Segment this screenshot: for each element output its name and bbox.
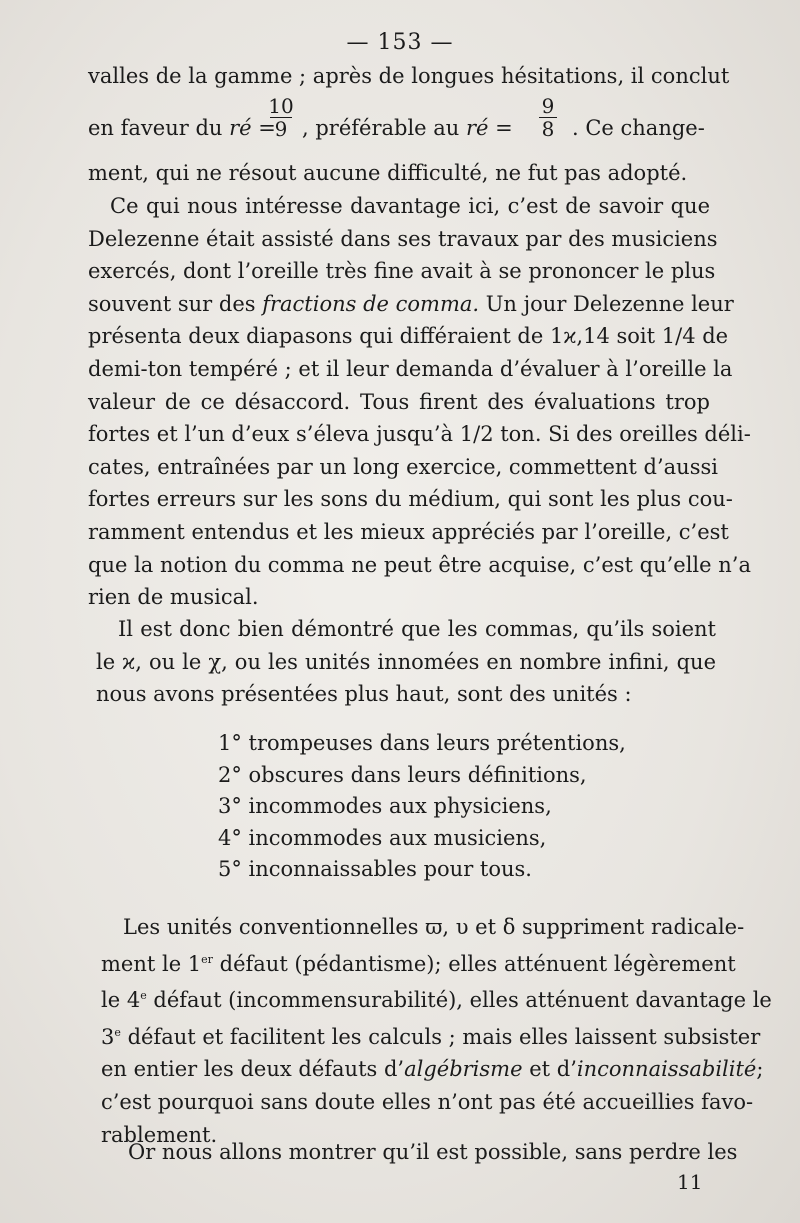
paragraph-closing (106, 1136, 738, 1169)
text-line: souvent sur des fractions de comma. Un jour Delezenne leur (88, 291, 734, 316)
text-line: Ce qui nous intéresse davantage ici, c’est de savoir que (110, 194, 710, 218)
text-line: rablement. (101, 1122, 218, 1147)
text-line: le 4e défaut (incommensurabilité), elles atténuent davantage le (101, 988, 772, 1013)
paragraph-conventional-units (101, 911, 772, 1151)
list-item: 2° obscures dans leurs définitions, (218, 762, 587, 787)
page-number: — 153 — (346, 30, 454, 55)
text-segment: en faveur du ré = (88, 116, 276, 140)
text-line: que la notion du comma ne peut être acquise, c’est qu’elle n’a (88, 552, 751, 577)
text-line: cates, entraînées par un long exercice, commettent d’aussi (88, 454, 718, 479)
paragraph-delezenne (88, 190, 751, 614)
text-line: en entier les deux défauts d’algébrisme et d’inconnaissabilité; (101, 1057, 764, 1082)
text-line: 3e défaut et facilitent les calculs ; mais elles laissent subsister (101, 1024, 761, 1049)
text-segment: . Ce change- (572, 116, 705, 140)
text-line: demi-ton tempéré ; et il leur demanda d’évaluer à l’oreille la (88, 356, 733, 381)
text-line: valles de la gamme ; après de longues hésitations, il conclut (88, 64, 730, 88)
list-item: 1° trompeuses dans leurs prétentions, (218, 731, 626, 755)
paragraph-commas (96, 613, 716, 711)
signature-mark: 11 (677, 1170, 703, 1194)
text-line: rien de musical. (88, 585, 259, 610)
list-item: 5° inconnaissables pour tous. (218, 857, 532, 881)
text-line: fortes et l’un d’eux s’éleva jusqu’à 1/2 ton. Si des oreilles déli- (88, 422, 751, 447)
text-line: Les unités conventionnelles ϖ, υ et δ suppriment radicale- (123, 915, 745, 939)
continued-paragraph (88, 60, 730, 93)
text-line: c’est pourquoi sans doute elles n’ont pas été accueillies favo- (101, 1089, 754, 1114)
text-line: présenta deux diapasons qui différaient de 1ϰ,14 soit 1/4 de (88, 324, 729, 349)
text-line: Delezenne était assisté dans ses travaux par des musiciens (88, 226, 718, 251)
text-line: valeur de ce désaccord. Tous firent des évaluations trop (88, 389, 710, 414)
text-line: ramment entendus et les mieux appréciés par l’oreille, c’est (88, 519, 729, 544)
text-segment: , préférable au ré = (302, 116, 513, 140)
text-line: Il est donc bien démontré que les commas, qu’ils soient (118, 617, 716, 641)
list-item: 3° incommodes aux physiciens, (218, 794, 552, 818)
text-line: le ϰ, ou le χ, ou les unités innomées en nombre infini, que (96, 649, 716, 674)
text-line: fortes erreurs sur les sons du médium, qui sont les plus cou- (88, 487, 733, 512)
text-line: Or nous allons montrer qu’il est possible, sans perdre les (128, 1140, 738, 1164)
list-item: 4° incommodes aux musiciens, (218, 825, 547, 850)
text-line: ment le 1er défaut (pédantisme); elles atténuent légèrement (101, 951, 736, 976)
fraction-ten-ninths: 10 9 (268, 94, 294, 141)
text-line: nous avons présentées plus haut, sont des unités : (96, 682, 632, 707)
text-line: exercés, dont l’oreille très fine avait à se prononcer le plus (88, 259, 716, 284)
fraction-line (88, 95, 718, 155)
text-line: ment, qui ne résout aucune difficulté, ne fut pas adopté. (88, 161, 688, 185)
fraction-nine-eighths: 9 8 (537, 95, 559, 140)
numbered-list (218, 728, 626, 886)
continued-paragraph-end (88, 157, 710, 190)
